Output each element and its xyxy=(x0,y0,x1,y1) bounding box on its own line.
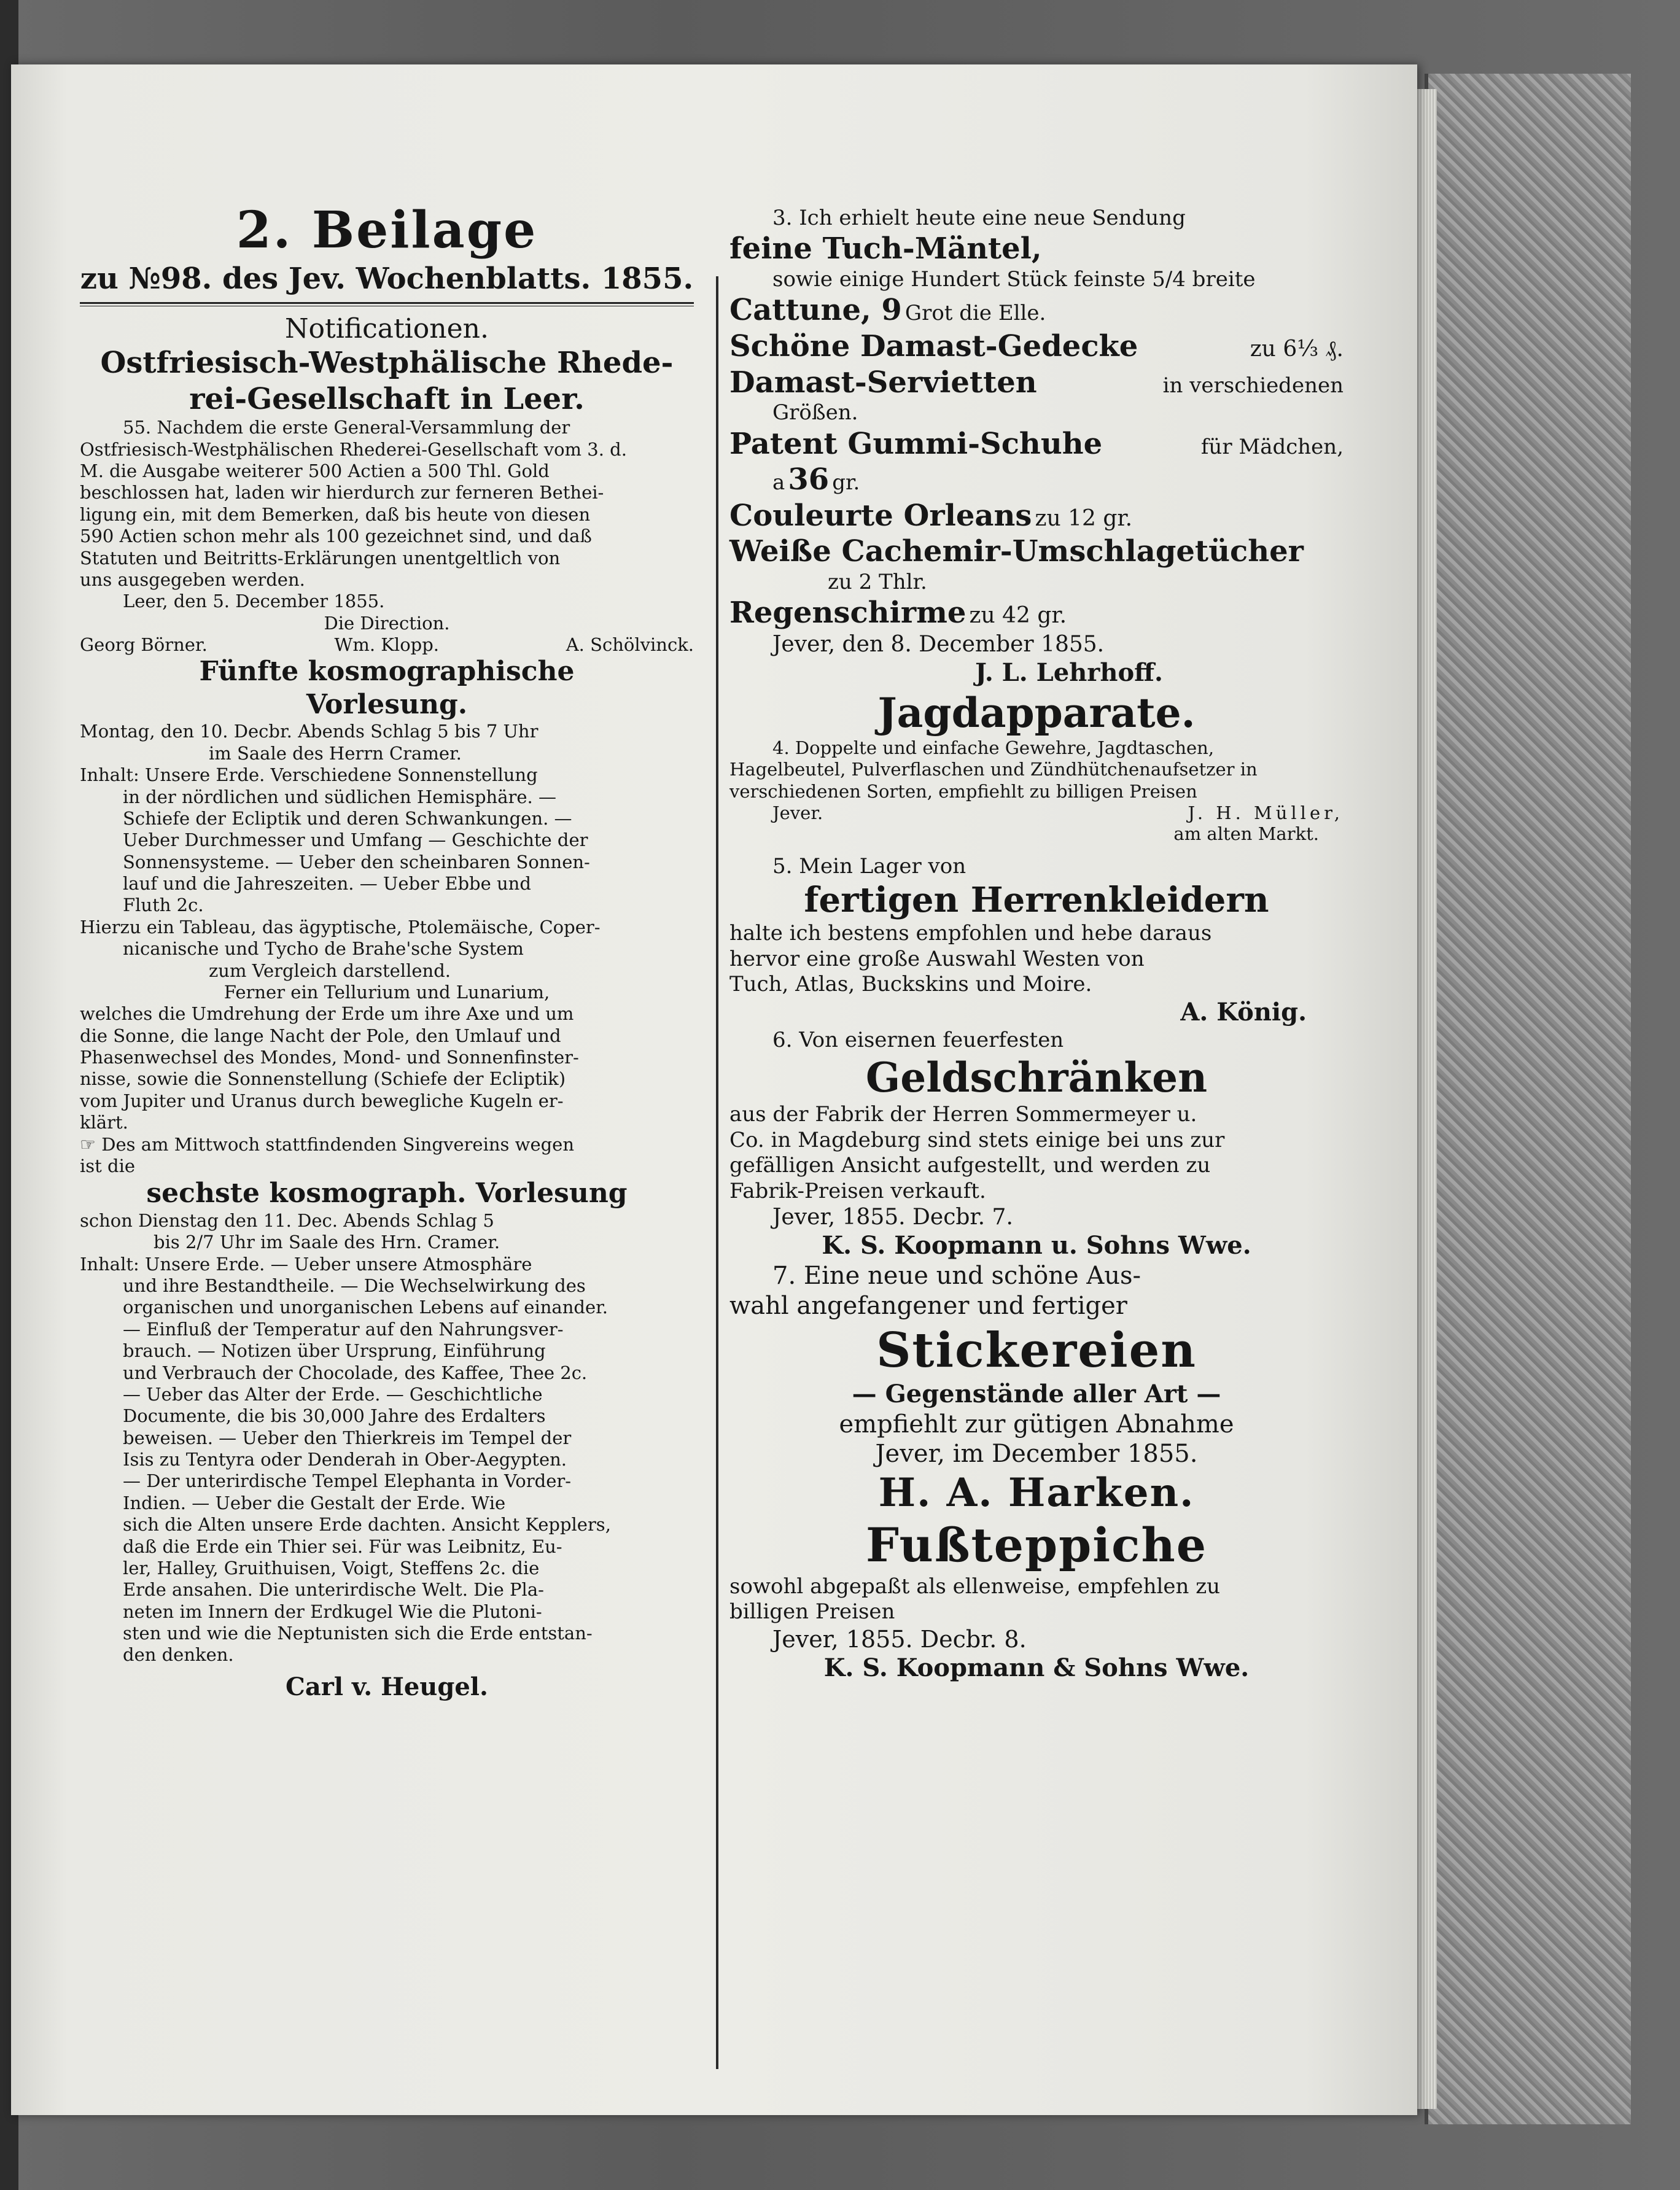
lecture-6-content: organischen und unorganischen Lebens auf einander. xyxy=(123,1297,609,1318)
ad-3-line-3-rest: Grot die Elle. xyxy=(904,301,1046,326)
ad-3-line-8-rest: gr. xyxy=(832,470,860,495)
ad-55-heading-2: rei-Gesellschaft in Leer. xyxy=(189,381,585,416)
ad-3-line-8-pre: a xyxy=(772,470,785,495)
lecture-6-content: — Der unterirdische Tempel Elephanta in Vorder- xyxy=(123,1470,572,1492)
ad-3-line-7 xyxy=(729,426,1344,462)
lecture-5-content: in der nördlichen und südlichen Hemisphäre. — xyxy=(123,786,556,807)
ad-3-line-7-rest: für Mädchen, xyxy=(1200,434,1344,459)
signer: Wm. Klopp. xyxy=(334,634,440,656)
lecture-6-heading: sechste kosmograph. Vorlesung xyxy=(146,1178,628,1210)
ad-55-line: M. die Ausgabe weiterer 500 Actien a 500 Thl. Gold xyxy=(80,460,550,482)
lecture-6-content: ler, Halley, Gruithuisen, Voigt, Steffens 2c. die xyxy=(123,1557,540,1578)
ad-7-line-2: Jever, im December 1855. xyxy=(875,1440,1198,1469)
lecture-6-date: schon Dienstag den 11. Dec. Abends Schlag 5 xyxy=(80,1210,494,1231)
ad-3-line-5 xyxy=(729,365,1344,401)
ad-3-line-4-rest: zu 6⅓ ₰. xyxy=(1250,336,1344,362)
ad-55-line: 55. Nachdem die erste General-Versammlung der xyxy=(123,417,570,438)
lecture-5-tellurium: Ferner ein Tellurium und Lunarium, xyxy=(224,981,550,1003)
ad-55-signers xyxy=(80,634,694,655)
ad-6-line: aus der Fabrik der Herren Sommermeyer u. xyxy=(729,1102,1197,1127)
ad-7-line-1: empfiehlt zur gütigen Abnahme xyxy=(839,1410,1234,1439)
ad-3-line-12-bold: Regenschirme xyxy=(729,596,966,631)
ad-6-heading: Geldschränken xyxy=(865,1053,1208,1101)
ad-55 xyxy=(80,345,694,655)
ad-7-heading: Stickereien xyxy=(876,1322,1197,1378)
signer: Georg Börner. xyxy=(80,634,208,656)
lecture-6-content: Isis zu Tentyra oder Denderah in Ober-Aegypten. xyxy=(123,1449,567,1470)
lecture-5-content: Ueber Durchmesser und Umfang — Geschichte der xyxy=(123,829,588,851)
ad-8-signer: K. S. Koopmann & Sohns Wwe. xyxy=(823,1653,1250,1683)
lecture-6-content: — Ueber das Alter der Erde. — Geschichtliche xyxy=(123,1383,543,1405)
lecture-6-content: Inhalt: Unsere Erde. — Ueber unsere Atmosphäre xyxy=(80,1253,532,1275)
ad-4-signer: J. H. Müller, xyxy=(1188,802,1344,824)
lecture-6-content: und ihre Bestandtheile. — Die Wechselwirkung des xyxy=(123,1275,586,1297)
lecture-5-note: ☞ Des am Mittwoch stattfindenden Singvereins wegen xyxy=(80,1133,575,1155)
lecture-6-content: sten und wie die Neptunisten sich die Erde entstan- xyxy=(123,1623,593,1644)
right-column xyxy=(729,206,1344,1683)
ad-5-line: halte ich bestens empfohlen und hebe daraus xyxy=(729,921,1212,946)
lecture-5-tellurium: Phasenwechsel des Mondes, Mond- und Sonnenfinster- xyxy=(80,1047,579,1068)
ad-55-line: ligung ein, mit dem Bemerken, daß bis heute von diesen xyxy=(80,503,591,525)
ad-4 xyxy=(729,688,1344,845)
lecture-6-content: den denken. xyxy=(123,1644,234,1666)
ad-3-line-12 xyxy=(729,595,1344,631)
lecture-6-content: — Einfluß der Temperatur auf den Nahrungsver- xyxy=(123,1318,564,1340)
lecture-5-tellurium: die Sonne, die lange Nacht der Pole, den Umlauf und xyxy=(80,1025,561,1046)
lecture-6-content: daß die Erde ein Thier sei. Für was Leibnitz, Eu- xyxy=(123,1536,562,1557)
ad-3-line-8 xyxy=(729,462,1344,498)
ad-55-line: uns ausgegeben werden. xyxy=(80,569,305,590)
ad-8-line: sowohl abgepaßt als ellenweise, empfehlen zu xyxy=(729,1574,1221,1599)
lecture-5-content: Fluth 2c. xyxy=(123,895,204,916)
supplement-subtitle: zu №98. des Jev. Wochenblatts. 1855. xyxy=(80,262,694,297)
book-cover-edge xyxy=(1425,74,1631,2124)
lecture-6-content: neten im Innern der Erdkugel Wie die Plutoni- xyxy=(123,1601,542,1622)
lecture-5-tableau: nicanische und Tycho de Brahe'sche System xyxy=(123,938,524,960)
ad-6-place-date: Jever, 1855. Decbr. 7. xyxy=(772,1205,1013,1230)
ad-3-line-6: Größen. xyxy=(772,400,858,425)
lecture-5-content: Sonnensysteme. — Ueber den scheinbaren Sonnen- xyxy=(123,851,590,872)
ad-3-line-9-bold: Couleurte Orleans xyxy=(729,498,1032,533)
lecture-6-venue: bis 2/7 Uhr im Saale des Hrn. Cramer. xyxy=(154,1232,500,1253)
ad-8-place-date: Jever, 1855. Decbr. 8. xyxy=(772,1625,1027,1653)
ad-6 xyxy=(729,1028,1344,1262)
lecture-5-tellurium: welches die Umdrehung der Erde um ihre Axe und um xyxy=(80,1003,574,1025)
lecture-5-tableau: Hierzu ein Tableau, das ägyptische, Ptolemäische, Coper- xyxy=(80,916,601,938)
lecture-5-tableau: zum Vergleich darstellend. xyxy=(209,960,451,981)
ad-3-line-1: feine Tuch-Mäntel, xyxy=(729,231,1042,266)
ad-3-line-9 xyxy=(729,498,1344,534)
ad-55-line: 590 Actien schon mehr als 100 gezeichnet sind, und daß xyxy=(80,526,592,547)
supplement-title: 2. Beilage xyxy=(236,201,538,260)
lecture-5-tellurium: klärt. xyxy=(80,1112,128,1133)
title-rule xyxy=(80,302,694,306)
ad-5-line: Tuch, Atlas, Buckskins und Moire. xyxy=(729,972,1092,997)
lecture-5-content: Schiefe der Ecliptik und deren Schwankungen. — xyxy=(123,807,572,829)
ad-8-line: billigen Preisen xyxy=(729,1599,895,1625)
ad-7-intro-1: 7. Eine neue und schöne Aus- xyxy=(772,1262,1141,1291)
ad-7-signer: H. A. Harken. xyxy=(878,1470,1195,1516)
ad-4-place: Jever. xyxy=(772,802,823,824)
ad-3 xyxy=(729,206,1344,688)
ad-3-line-12-rest: zu 42 gr. xyxy=(969,603,1067,629)
ad-5 xyxy=(729,854,1344,1028)
ad-7-intro-2: wahl angefangener und fertiger xyxy=(729,1291,1127,1320)
ad-8 xyxy=(729,1517,1344,1683)
lecture-6-content: beweisen. — Ueber den Thierkreis im Tempel der xyxy=(123,1427,572,1448)
lecture-6-content: Erde ansahen. Die unterirdische Welt. Die Pla- xyxy=(123,1579,544,1601)
section-heading: Notificationen. xyxy=(285,313,489,344)
signer: A. Schölvinck. xyxy=(566,634,694,656)
ad-5-heading: fertigen Herrenkleidern xyxy=(804,879,1269,920)
ad-4-line: verschiedenen Sorten, empfiehlt zu billigen Preisen xyxy=(729,780,1197,802)
ad-3-line-8-bold: 36 xyxy=(788,462,830,497)
ad-3-line-5-rest: in verschiedenen xyxy=(1162,373,1344,398)
column-divider xyxy=(716,276,718,2069)
lecture-5-note: ist die xyxy=(80,1155,136,1176)
ad-5-signer: A. König. xyxy=(1180,997,1307,1027)
ad-5-intro: 5. Mein Lager von xyxy=(772,853,966,879)
ad-6-line: gefälligen Ansicht aufgestellt, und werden zu xyxy=(729,1153,1211,1178)
lecture-6-content: Documente, die bis 30,000 Jahre des Erdalters xyxy=(123,1405,546,1427)
left-column xyxy=(80,201,694,1703)
ad-3-line-3-bold: Cattune, 9 xyxy=(729,293,902,328)
ad-6-line: Fabrik-Preisen verkauft. xyxy=(729,1178,986,1203)
lecture-5-tellurium: vom Jupiter und Uranus durch bewegliche Kugeln er- xyxy=(80,1090,564,1111)
ad-55-place-date: Leer, den 5. December 1855. xyxy=(123,591,385,612)
ad-4-line: Hagelbeutel, Pulverflaschen und Zündhütchenaufsetzer in xyxy=(729,759,1258,780)
ad-3-intro: 3. Ich erhielt heute eine neue Sendung xyxy=(772,206,1186,230)
lecture-6-content: brauch. — Notizen über Ursprung, Einführung xyxy=(123,1340,546,1362)
lecture-5-date: Montag, den 10. Decbr. Abends Schlag 5 bis 7 Uhr xyxy=(80,721,539,742)
ad-7 xyxy=(729,1261,1344,1517)
ad-4-signer-sub: am alten Markt. xyxy=(1173,823,1319,845)
ad-55-line: Ostfriesisch-Westphälischen Rhederei-Gesellschaft vom 3. d. xyxy=(80,438,627,460)
ad-3-line-7-bold: Patent Gummi-Schuhe xyxy=(729,426,1103,461)
lecture-6-content: Indien. — Ueber die Gestalt der Erde. Wie xyxy=(123,1492,506,1513)
lecture-6-signature: Carl v. Heugel. xyxy=(286,1672,488,1701)
ad-4-signature-row xyxy=(729,802,1344,823)
lecture-6 xyxy=(80,1177,694,1702)
ad-3-place-date: Jever, den 8. December 1855. xyxy=(772,631,1105,657)
lecture-5 xyxy=(80,655,694,1177)
ad-6-intro: 6. Von eisernen feuerfesten xyxy=(772,1027,1064,1052)
ad-4-heading: Jagdapparate. xyxy=(877,688,1196,737)
ad-3-line-4 xyxy=(729,328,1344,365)
ad-4-line: 4. Doppelte und einfache Gewehre, Jagdtaschen, xyxy=(772,737,1215,759)
newspaper-page xyxy=(11,64,1417,2115)
ad-3-line-5-bold: Damast-Servietten xyxy=(729,365,1037,400)
lecture-6-content: sich die Alten unsere Erde dachten. Ansicht Kepplers, xyxy=(123,1514,611,1536)
ad-3-line-4-bold: Schöne Damast-Gedecke xyxy=(729,329,1138,364)
ad-7-subheading: — Gegenstände aller Art — xyxy=(852,1379,1221,1408)
lecture-5-tellurium: nisse, sowie die Sonnenstellung (Schiefe der Ecliptik) xyxy=(80,1068,566,1090)
ad-55-heading-1: Ostfriesisch-Westphälische Rhede- xyxy=(100,346,674,381)
ad-3-line-10: Weiße Cachemir-Umschlagetücher xyxy=(729,534,1304,569)
ad-6-signer: K. S. Koopmann u. Sohns Wwe. xyxy=(822,1231,1251,1260)
lecture-6-content: und Verbrauch der Chocolade, des Kaffee, Thee 2c. xyxy=(123,1362,588,1383)
ad-55-line: beschlossen hat, laden wir hierdurch zur ferneren Bethei- xyxy=(80,482,604,503)
ad-3-signature: J. L. Lehrhoff. xyxy=(975,658,1163,687)
lecture-5-heading-2: Vorlesung. xyxy=(306,688,468,720)
lecture-5-content: Inhalt: Unsere Erde. Verschiedene Sonnenstellung xyxy=(80,764,538,786)
ad-55-line: Statuten und Beitritts-Erklärungen unentgeltlich von xyxy=(80,547,561,569)
ad-3-line-9-rest: zu 12 gr. xyxy=(1035,505,1133,531)
lecture-5-venue: im Saale des Herrn Cramer. xyxy=(209,742,462,764)
ad-8-heading: Fußteppiche xyxy=(865,1518,1208,1573)
ad-5-line: hervor eine große Auswahl Westen von xyxy=(729,946,1145,971)
lecture-5-heading-1: Fünfte kosmographische xyxy=(199,656,575,688)
ad-3-line-2: sowie einige Hundert Stück feinste 5/4 breite xyxy=(772,267,1256,292)
lecture-5-content: lauf und die Jahreszeiten. — Ueber Ebbe und xyxy=(123,873,531,895)
ad-6-line: Co. in Magdeburg sind stets einige bei uns zur xyxy=(729,1127,1225,1152)
ad-3-line-3 xyxy=(729,292,1344,328)
ad-55-direction: Die Direction. xyxy=(324,612,450,634)
ad-3-line-11: zu 2 Thlr. xyxy=(828,569,927,594)
